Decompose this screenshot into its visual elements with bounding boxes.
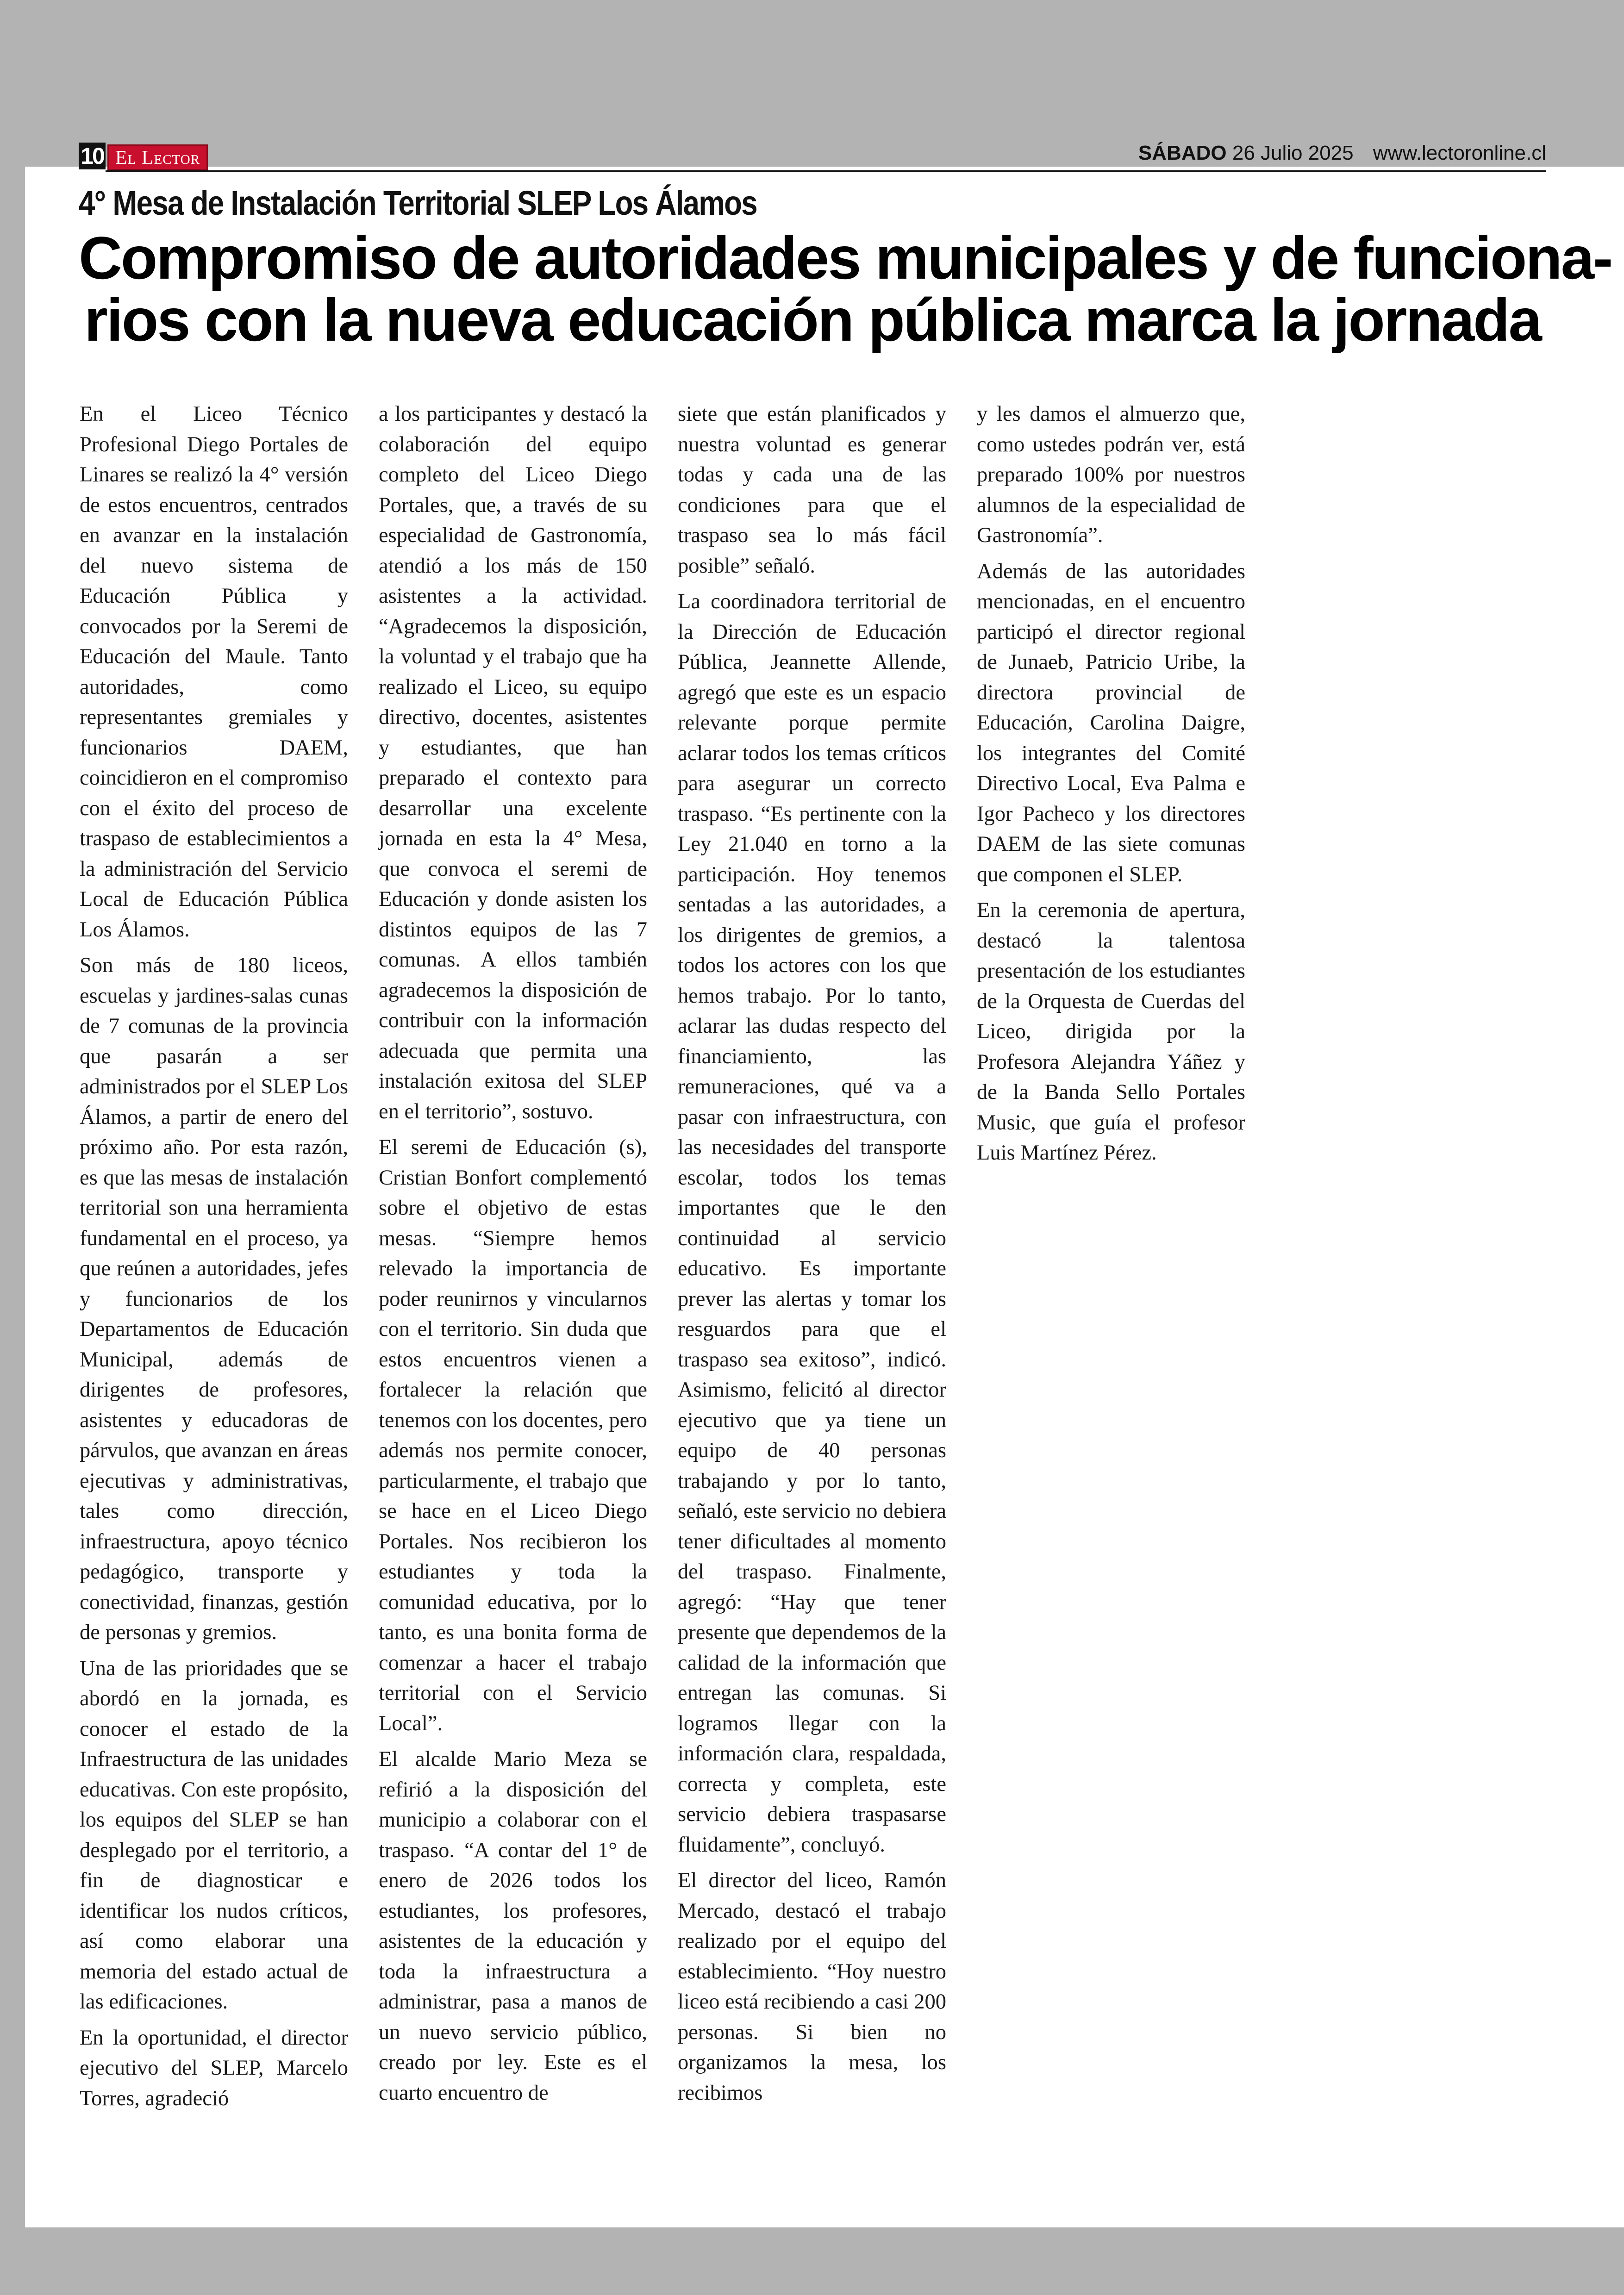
paragraph: La coordinadora territorial de la Dirección de Educación Pública, Jeannette Allende, agregó que este es un espacio relevante porque permite aclarar todos los temas críticos para asegurar un correcto traspaso. “Es pertinente con la Ley 21.040 en torno a la participación. Hoy tenemos sentadas a las autoridades, a los dirigentes de gremios, a todos los actores con los que hemos trabajo. Por lo tanto, aclarar las dudas respecto del financiamiento, las remuneraciones, qué va a pasar con infraestructura, con las necesidades del transporte escolar, todos los temas importantes que le den continuidad al servicio educativo. Es importante prever las alertas y tomar los resguardos para que el traspaso sea exitoso”, indicó. Asimismo, felicitó al director ejecutivo que ya tiene un equipo de 40 personas trabajando y por lo tanto, señaló, este servicio no debiera tener dificultades al momento del traspaso. Finalmente, agregó: “Hay que tener presente que dependemos de la calidad de la información que entregan las comunas. Si logramos llegar con la información clara, respaldada, correcta y completa, este servicio debiera traspasarse fluidamente”, concluyó. [678, 590, 946, 1857]
article-column-1 [80, 399, 348, 2119]
paragraph: En el Liceo Técnico Profesional Diego Portales de Linares se realizó la 4° versión de estos encuentros, centrados en avanzar en la instalación del nuevo sistema de Educación Pública y convocados por la Seremi de Educación del Maule. Tanto autoridades, como representantes gremiales y funcionarios DAEM, coincidieron en el compromiso con el éxito del proceso de traspaso de establecimientos a la administración del Servicio Local de Educación Pública Los Álamos. [80, 402, 348, 942]
paragraph: El seremi de Educación (s), Cristian Bonfort complementó sobre el objetivo de estas mesas. “Siempre hemos relevado la importancia de poder reunirnos y vincularnos con el territorio. Sin duda que estos encuentros vienen a fortalecer la relación que tenemos con los docentes, pero además nos permite conocer, particularmente, el trabajo que se hace en el Liceo Diego Portales. Nos recibieron los estudiantes y toda la comunidad educativa, por lo tanto, es una bonita forma de comenzar a hacer el trabajo territorial con el Servicio Local”. [379, 1135, 647, 1735]
page-header [79, 139, 1546, 172]
paragraph: El alcalde Mario Meza se refirió a la disposición del municipio a colaborar con el traspaso. “A contar del 1° de enero de 2026 todos los estudiantes, los profesores, asistentes de la educación y toda la infraestructura a administrar, pasa a manos de un nuevo servicio público, creado por ley. Este es el cuarto encuentro de [379, 1747, 647, 2105]
headline-line-1: Compromiso de autoridades municipales y de funciona- [79, 224, 1612, 292]
dateline-date: 26 Julio 2025 [1232, 142, 1354, 164]
paragraph: siete que están planificados y nuestra voluntad es generar todas y cada una de las condiciones para que el traspaso sea lo más fácil posible” señaló. [678, 402, 946, 578]
article-headline [79, 224, 1612, 354]
header-divider [106, 170, 1546, 172]
paragraph: a los participantes y destacó la colaboración del equipo completo del Liceo Diego Portales, que, a través de su especialidad de Gastronomía, atendió a los más de 150 asistentes a la actividad. “Agradecemos la disposición, la voluntad y el trabajo que ha realizado el Liceo, su equipo directivo, docentes, asistentes y estudiantes, que han preparado el contexto para desarrollar una excelente jornada en esta la 4° Mesa, que convoca el seremi de Educación y donde asisten los distintos equipos de las 7 comunas. A ellos también agradecemos la disposición de contribuir con la información adecuada que permita una instalación exitosa del SLEP en el territorio”, sostuvo. [379, 402, 647, 1123]
paragraph: Una de las prioridades que se abordó en la jornada, es conocer el estado de la Infraestructura de las unidades educativas. Con este propósito, los equipos del SLEP se han desplegado por el territorio, a fin de diagnosticar e identificar los nudos críticos, así como elaborar una memoria del estado actual de las edificaciones. [80, 1656, 348, 2014]
paragraph: El director del liceo, Ramón Mercado, destacó el trabajo realizado por el equipo del establecimiento. “Hoy nuestro liceo está recibiendo a casi 200 personas. Si bien no organizamos la mesa, los recibimos [678, 1869, 946, 2105]
paragraph: En la oportunidad, el director ejecutivo del SLEP, Marcelo Torres, agradeció [80, 2026, 348, 2110]
headline-line-2: rios con la nueva educación pública marca la jornada [84, 286, 1541, 354]
paragraph: Además de las autoridades mencionadas, en el encuentro participó el director regional de Junaeb, Patricio Uribe, la directora provincial de Educación, Carolina Daigre, los integrantes del Comité Directivo Local, Eva Palma e Igor Pacheco y los directores DAEM de las siete comunas que componen el SLEP. [977, 559, 1245, 886]
article-column-3 [678, 399, 946, 2114]
website-link[interactable]: www.lectoronline.cl [1373, 142, 1546, 164]
paragraph: y les damos el almuerzo que, como ustedes podrán ver, está preparado 100% por nuestros alumnos de la especialidad de Gastronomía”. [977, 402, 1245, 547]
paragraph: En la ceremonia de apertura, destacó la talentosa presentación de los estudiantes de la Orquesta de Cuerdas del Liceo, dirigida por la Profesora Alejandra Yáñez y de la Banda Sello Portales Music, que guía el profesor Luis Martínez Pérez. [977, 898, 1245, 1165]
dateline [1138, 142, 1546, 165]
article-column-2 [379, 399, 647, 2114]
paragraph: Son más de 180 liceos, escuelas y jardines-salas cunas de 7 comunas de la provincia que pasarán a ser administrados por el SLEP Los Álamos, a partir de enero del próximo año. Por esta razón, es que las mesas de instalación territorial son una herramienta fundamental en el proceso, ya que reúnen a autoridades, jefes y funcionarios de los Departamentos de Educación Municipal, además de dirigentes de profesores, asistentes y educadoras de párvulos, que avanzan en áreas ejecutivas y administrativas, tales como dirección, infraestructura, apoyo técnico pedagógico, transporte y conectividad, finanzas, gestión de personas y gremios. [80, 954, 348, 1644]
newspaper-logo: El Lector [107, 144, 208, 170]
dateline-day: SÁBADO [1138, 142, 1227, 164]
article-column-4 [977, 399, 1245, 1174]
page-number: 10 [79, 143, 106, 169]
article-kicker: 4° Mesa de Instalación Territorial SLEP Los Álamos [79, 184, 757, 222]
